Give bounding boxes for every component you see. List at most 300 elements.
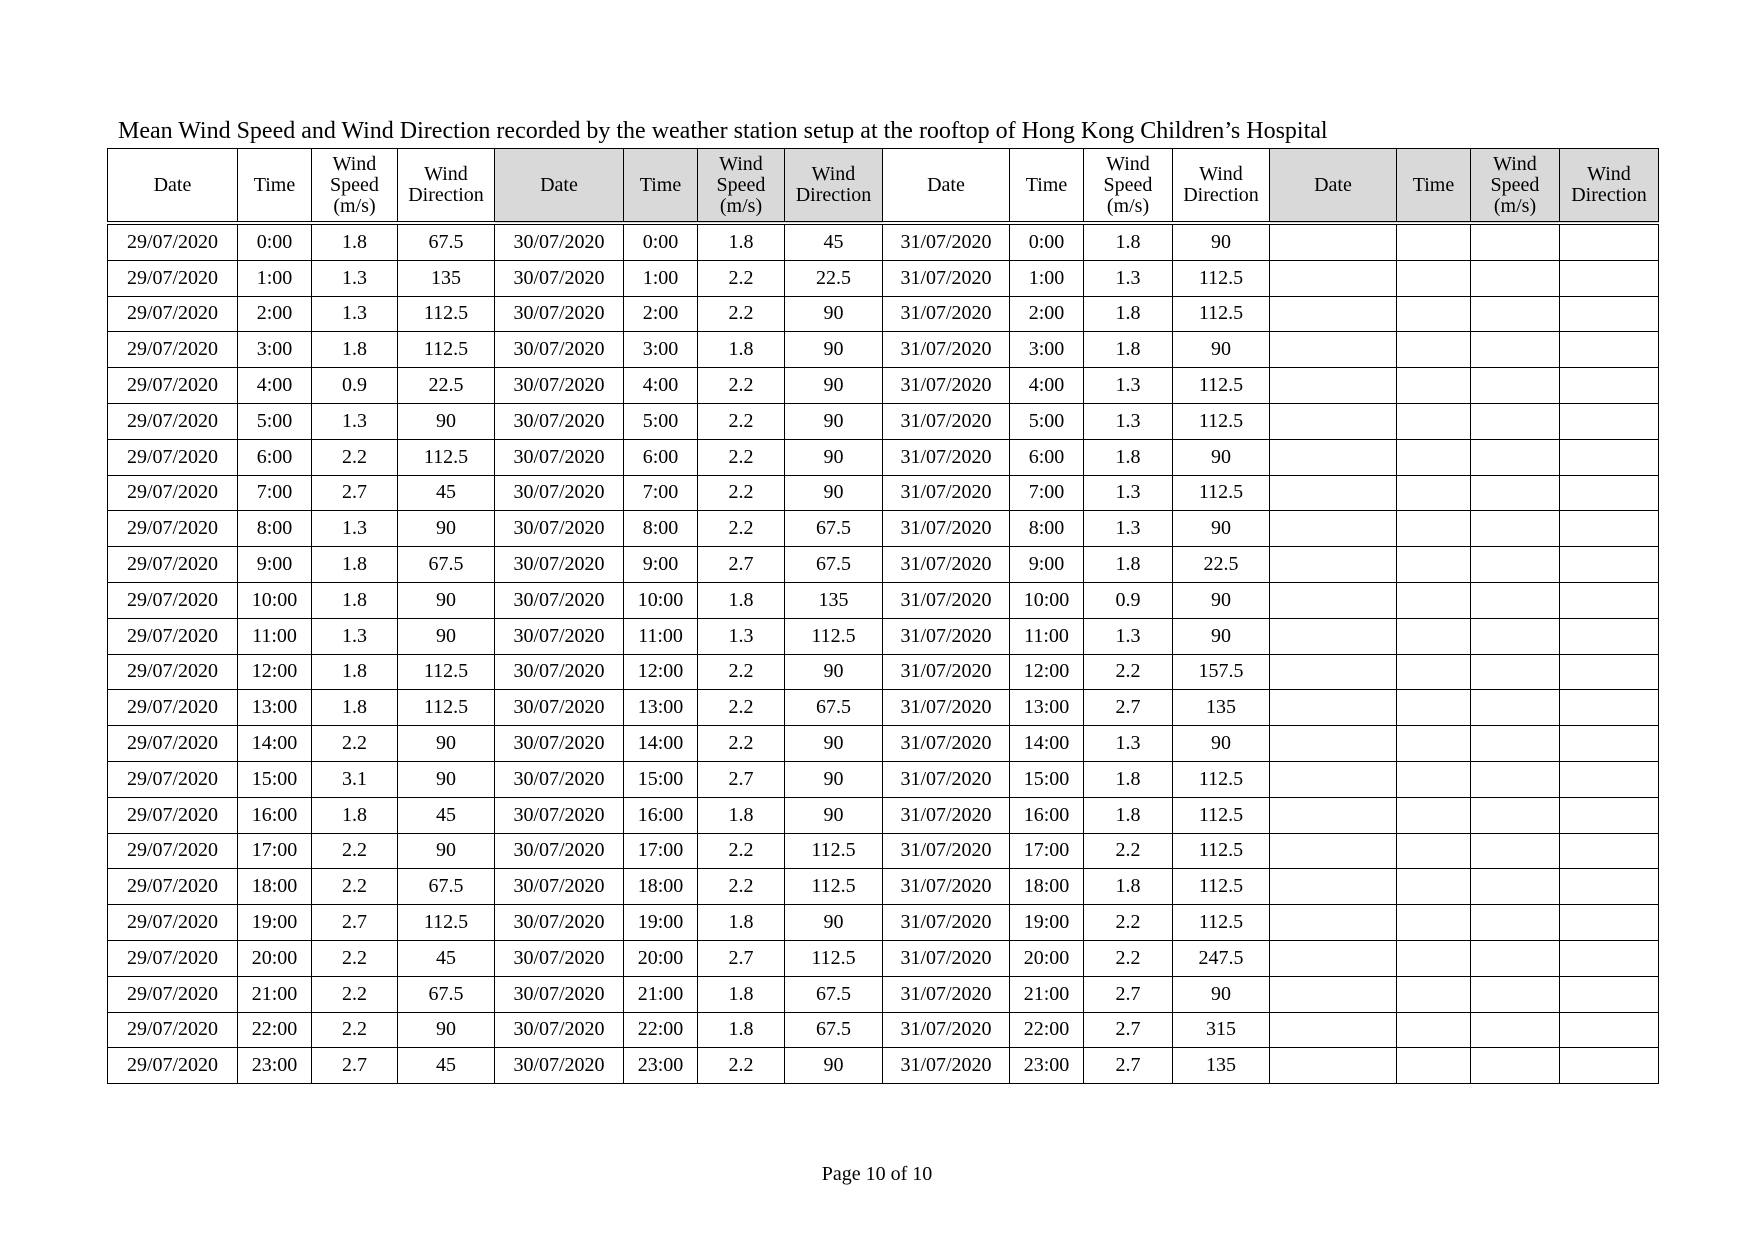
table-cell: 1.8 [698, 332, 785, 368]
table-cell: 4:00 [624, 368, 698, 404]
table-cell: 1.3 [1084, 403, 1173, 439]
empty-cell [1270, 833, 1397, 869]
table-cell: 29/07/2020 [108, 833, 238, 869]
empty-cell [1471, 833, 1560, 869]
table-cell: 90 [1173, 582, 1270, 618]
table-cell: 30/07/2020 [495, 690, 624, 726]
table-cell: 2.2 [698, 260, 785, 296]
empty-cell [1270, 905, 1397, 941]
table-cell: 112.5 [1173, 368, 1270, 404]
table-cell: 2.2 [698, 475, 785, 511]
table-cell: 29/07/2020 [108, 976, 238, 1012]
table-cell: 12:00 [1010, 654, 1084, 690]
table-cell: 30/07/2020 [495, 833, 624, 869]
table-cell: 10:00 [238, 582, 312, 618]
table-cell: 16:00 [624, 797, 698, 833]
wind-data-table [107, 148, 1659, 1084]
empty-cell [1397, 618, 1471, 654]
table-cell: 31/07/2020 [883, 905, 1010, 941]
table-cell: 67.5 [785, 690, 883, 726]
table-cell: 21:00 [1010, 976, 1084, 1012]
table-cell: 90 [1173, 511, 1270, 547]
table-row [108, 403, 1659, 439]
empty-cell [1270, 654, 1397, 690]
empty-cell [1397, 547, 1471, 583]
table-cell: 135 [785, 582, 883, 618]
table-cell: 8:00 [624, 511, 698, 547]
table-cell: 0.9 [312, 368, 398, 404]
empty-cell [1471, 618, 1560, 654]
table-cell: 1.3 [1084, 618, 1173, 654]
table-cell: 2.2 [698, 368, 785, 404]
table-cell: 3:00 [624, 332, 698, 368]
table-cell: 2.2 [312, 439, 398, 475]
table-cell: 31/07/2020 [883, 726, 1010, 762]
empty-cell [1560, 833, 1659, 869]
table-cell: 7:00 [238, 475, 312, 511]
table-cell: 21:00 [238, 976, 312, 1012]
table-cell: 90 [785, 403, 883, 439]
table-cell: 9:00 [624, 547, 698, 583]
table-cell: 1.8 [698, 1012, 785, 1048]
empty-cell [1397, 1048, 1471, 1084]
table-cell: 31/07/2020 [883, 797, 1010, 833]
table-cell: 29/07/2020 [108, 1012, 238, 1048]
table-cell: 10:00 [1010, 582, 1084, 618]
table-cell: 29/07/2020 [108, 439, 238, 475]
table-cell: 112.5 [1173, 260, 1270, 296]
table-row [108, 368, 1659, 404]
table-cell: 9:00 [1010, 547, 1084, 583]
table-cell: 3.1 [312, 761, 398, 797]
empty-cell [1560, 761, 1659, 797]
table-cell: 6:00 [1010, 439, 1084, 475]
table-cell: 112.5 [1173, 475, 1270, 511]
table-cell: 1.8 [312, 797, 398, 833]
table-cell: 1.3 [312, 403, 398, 439]
table-cell: 29/07/2020 [108, 223, 238, 260]
table-cell: 30/07/2020 [495, 547, 624, 583]
table-cell: 30/07/2020 [495, 654, 624, 690]
table-cell: 0.9 [1084, 582, 1173, 618]
empty-cell [1270, 1012, 1397, 1048]
table-cell: 112.5 [785, 869, 883, 905]
table-cell: 1.3 [312, 618, 398, 654]
table-cell: 2.2 [1084, 833, 1173, 869]
table-row [108, 296, 1659, 332]
table-cell: 29/07/2020 [108, 690, 238, 726]
date-header: Date [495, 149, 624, 224]
table-cell: 17:00 [238, 833, 312, 869]
table-cell: 0:00 [1010, 223, 1084, 260]
table-cell: 30/07/2020 [495, 940, 624, 976]
empty-cell [1560, 869, 1659, 905]
empty-cell [1560, 726, 1659, 762]
table-cell: 1.8 [698, 905, 785, 941]
empty-cell [1397, 403, 1471, 439]
table-cell: 20:00 [624, 940, 698, 976]
table-cell: 18:00 [624, 869, 698, 905]
table-cell: 90 [785, 654, 883, 690]
table-cell: 30/07/2020 [495, 905, 624, 941]
table-cell: 2.2 [312, 1012, 398, 1048]
empty-cell [1397, 976, 1471, 1012]
table-cell: 1.8 [1084, 439, 1173, 475]
empty-cell [1471, 260, 1560, 296]
table-cell: 29/07/2020 [108, 296, 238, 332]
empty-cell [1471, 797, 1560, 833]
empty-cell [1270, 475, 1397, 511]
table-cell: 14:00 [238, 726, 312, 762]
table-cell: 30/07/2020 [495, 511, 624, 547]
wind-direction-header: Wind Direction [1560, 149, 1659, 224]
table-row [108, 511, 1659, 547]
table-cell: 31/07/2020 [883, 260, 1010, 296]
table-cell: 90 [1173, 726, 1270, 762]
empty-cell [1270, 296, 1397, 332]
table-cell: 5:00 [1010, 403, 1084, 439]
table-cell: 1.8 [1084, 223, 1173, 260]
table-cell: 135 [1173, 1048, 1270, 1084]
empty-cell [1560, 511, 1659, 547]
empty-cell [1560, 690, 1659, 726]
table-cell: 157.5 [1173, 654, 1270, 690]
wind-direction-header: Wind Direction [785, 149, 883, 224]
empty-cell [1270, 260, 1397, 296]
empty-cell [1471, 439, 1560, 475]
empty-cell [1270, 511, 1397, 547]
empty-cell [1397, 654, 1471, 690]
empty-cell [1397, 511, 1471, 547]
table-cell: 45 [785, 223, 883, 260]
table-cell: 90 [785, 368, 883, 404]
table-cell: 2.2 [698, 439, 785, 475]
table-cell: 22.5 [1173, 547, 1270, 583]
empty-cell [1397, 797, 1471, 833]
empty-cell [1471, 475, 1560, 511]
table-cell: 0:00 [624, 223, 698, 260]
table-cell: 31/07/2020 [883, 940, 1010, 976]
table-cell: 4:00 [238, 368, 312, 404]
table-cell: 90 [1173, 439, 1270, 475]
empty-cell [1471, 223, 1560, 260]
table-cell: 29/07/2020 [108, 403, 238, 439]
table-cell: 23:00 [624, 1048, 698, 1084]
empty-cell [1397, 905, 1471, 941]
table-cell: 12:00 [624, 654, 698, 690]
table-cell: 2.2 [698, 511, 785, 547]
table-cell: 20:00 [1010, 940, 1084, 976]
table-cell: 30/07/2020 [495, 976, 624, 1012]
table-cell: 90 [785, 726, 883, 762]
table-cell: 2.7 [1084, 1048, 1173, 1084]
table-cell: 21:00 [624, 976, 698, 1012]
table-cell: 31/07/2020 [883, 1048, 1010, 1084]
table-cell: 31/07/2020 [883, 618, 1010, 654]
empty-cell [1471, 582, 1560, 618]
table-cell: 67.5 [785, 1012, 883, 1048]
empty-cell [1270, 582, 1397, 618]
table-cell: 23:00 [238, 1048, 312, 1084]
empty-cell [1471, 976, 1560, 1012]
table-row [108, 475, 1659, 511]
table-cell: 2.2 [312, 976, 398, 1012]
table-cell: 1.8 [698, 976, 785, 1012]
table-cell: 2.2 [312, 726, 398, 762]
wind-direction-header: Wind Direction [398, 149, 495, 224]
table-cell: 23:00 [1010, 1048, 1084, 1084]
table-cell: 2.2 [698, 654, 785, 690]
table-cell: 2.7 [1084, 690, 1173, 726]
table-cell: 17:00 [624, 833, 698, 869]
table-row [108, 976, 1659, 1012]
empty-cell [1270, 869, 1397, 905]
table-cell: 31/07/2020 [883, 475, 1010, 511]
empty-cell [1471, 547, 1560, 583]
table-cell: 13:00 [238, 690, 312, 726]
table-cell: 15:00 [1010, 761, 1084, 797]
table-cell: 7:00 [624, 475, 698, 511]
wind-direction-header: Wind Direction [1173, 149, 1270, 224]
table-row [108, 439, 1659, 475]
empty-cell [1270, 761, 1397, 797]
empty-cell [1270, 940, 1397, 976]
table-cell: 112.5 [785, 618, 883, 654]
wind-speed-header: Wind Speed (m/s) [698, 149, 785, 224]
table-cell: 11:00 [624, 618, 698, 654]
table-cell: 10:00 [624, 582, 698, 618]
table-cell: 29/07/2020 [108, 654, 238, 690]
empty-cell [1270, 547, 1397, 583]
empty-cell [1397, 368, 1471, 404]
table-cell: 30/07/2020 [495, 1012, 624, 1048]
table-cell: 1.3 [1084, 475, 1173, 511]
empty-cell [1397, 475, 1471, 511]
empty-cell [1270, 368, 1397, 404]
table-cell: 31/07/2020 [883, 690, 1010, 726]
table-cell: 2.2 [698, 726, 785, 762]
table-cell: 8:00 [238, 511, 312, 547]
table-cell: 22.5 [398, 368, 495, 404]
time-header: Time [624, 149, 698, 224]
table-cell: 30/07/2020 [495, 869, 624, 905]
time-header: Time [1010, 149, 1084, 224]
table-cell: 3:00 [238, 332, 312, 368]
empty-cell [1471, 511, 1560, 547]
table-cell: 31/07/2020 [883, 869, 1010, 905]
table-cell: 31/07/2020 [883, 511, 1010, 547]
table-row [108, 690, 1659, 726]
empty-cell [1560, 368, 1659, 404]
table-cell: 30/07/2020 [495, 582, 624, 618]
table-cell: 1.8 [1084, 869, 1173, 905]
table-cell: 30/07/2020 [495, 368, 624, 404]
table-cell: 2.2 [698, 1048, 785, 1084]
page-number: Page 10 of 10 [821, 1163, 933, 1185]
table-cell: 29/07/2020 [108, 797, 238, 833]
table-cell: 31/07/2020 [883, 332, 1010, 368]
table-cell: 2.7 [312, 475, 398, 511]
table-cell: 1.8 [312, 690, 398, 726]
empty-cell [1560, 797, 1659, 833]
table-cell: 90 [785, 1048, 883, 1084]
table-cell: 31/07/2020 [883, 368, 1010, 404]
table-cell: 30/07/2020 [495, 439, 624, 475]
table-cell: 13:00 [624, 690, 698, 726]
empty-cell [1560, 223, 1659, 260]
empty-cell [1560, 905, 1659, 941]
table-cell: 15:00 [624, 761, 698, 797]
table-cell: 1.3 [1084, 511, 1173, 547]
table-cell: 31/07/2020 [883, 223, 1010, 260]
table-cell: 20:00 [238, 940, 312, 976]
empty-cell [1471, 654, 1560, 690]
table-cell: 30/07/2020 [495, 332, 624, 368]
table-row [108, 940, 1659, 976]
table-cell: 30/07/2020 [495, 1048, 624, 1084]
table-cell: 16:00 [1010, 797, 1084, 833]
table-cell: 90 [398, 726, 495, 762]
table-cell: 4:00 [1010, 368, 1084, 404]
table-cell: 1.8 [1084, 797, 1173, 833]
table-cell: 31/07/2020 [883, 582, 1010, 618]
table-cell: 90 [398, 582, 495, 618]
table-cell: 29/07/2020 [108, 582, 238, 618]
date-header: Date [108, 149, 238, 224]
table-cell: 29/07/2020 [108, 940, 238, 976]
empty-cell [1471, 940, 1560, 976]
table-cell: 30/07/2020 [495, 618, 624, 654]
table-row [108, 1048, 1659, 1084]
table-cell: 18:00 [1010, 869, 1084, 905]
table-cell: 90 [1173, 332, 1270, 368]
empty-cell [1397, 223, 1471, 260]
table-cell: 2.2 [698, 403, 785, 439]
empty-cell [1270, 976, 1397, 1012]
table-cell: 2.2 [1084, 940, 1173, 976]
table-row [108, 797, 1659, 833]
table-cell: 31/07/2020 [883, 296, 1010, 332]
table-cell: 1:00 [1010, 260, 1084, 296]
table-cell: 1.8 [698, 223, 785, 260]
table-cell: 30/07/2020 [495, 223, 624, 260]
table-cell: 1.8 [698, 582, 785, 618]
table-cell: 31/07/2020 [883, 833, 1010, 869]
table-cell: 135 [398, 260, 495, 296]
empty-cell [1471, 296, 1560, 332]
date-header: Date [883, 149, 1010, 224]
table-cell: 1.3 [698, 618, 785, 654]
table-cell: 31/07/2020 [883, 403, 1010, 439]
table-cell: 29/07/2020 [108, 475, 238, 511]
table-cell: 112.5 [785, 940, 883, 976]
table-cell: 30/07/2020 [495, 260, 624, 296]
table-cell: 90 [785, 761, 883, 797]
table-cell: 2:00 [238, 296, 312, 332]
table-cell: 11:00 [1010, 618, 1084, 654]
table-cell: 19:00 [1010, 905, 1084, 941]
empty-cell [1471, 1012, 1560, 1048]
table-cell: 2:00 [624, 296, 698, 332]
table-cell: 2.2 [1084, 905, 1173, 941]
empty-cell [1270, 223, 1397, 260]
table-cell: 2.7 [312, 905, 398, 941]
table-cell: 45 [398, 940, 495, 976]
empty-cell [1270, 797, 1397, 833]
table-cell: 135 [1173, 690, 1270, 726]
table-cell: 67.5 [398, 976, 495, 1012]
table-cell: 90 [785, 296, 883, 332]
table-cell: 19:00 [624, 905, 698, 941]
empty-cell [1471, 332, 1560, 368]
table-cell: 112.5 [785, 833, 883, 869]
table-cell: 29/07/2020 [108, 761, 238, 797]
table-cell: 30/07/2020 [495, 726, 624, 762]
empty-cell [1270, 618, 1397, 654]
table-cell: 67.5 [398, 223, 495, 260]
table-cell: 112.5 [1173, 833, 1270, 869]
table-cell: 90 [1173, 976, 1270, 1012]
empty-cell [1471, 1048, 1560, 1084]
empty-cell [1560, 976, 1659, 1012]
table-cell: 11:00 [238, 618, 312, 654]
table-cell: 45 [398, 797, 495, 833]
table-cell: 2:00 [1010, 296, 1084, 332]
table-cell: 31/07/2020 [883, 976, 1010, 1012]
empty-cell [1560, 547, 1659, 583]
empty-cell [1397, 582, 1471, 618]
table-cell: 31/07/2020 [883, 1012, 1010, 1048]
table-cell: 31/07/2020 [883, 654, 1010, 690]
header-row [108, 149, 1659, 224]
table-row [108, 726, 1659, 762]
table-cell: 29/07/2020 [108, 368, 238, 404]
table-cell: 17:00 [1010, 833, 1084, 869]
table-cell: 2.7 [698, 761, 785, 797]
table-cell: 1.8 [312, 547, 398, 583]
table-cell: 112.5 [1173, 797, 1270, 833]
empty-cell [1560, 332, 1659, 368]
table-cell: 90 [398, 403, 495, 439]
table-cell: 8:00 [1010, 511, 1084, 547]
empty-cell [1397, 726, 1471, 762]
table-row [108, 654, 1659, 690]
table-row [108, 618, 1659, 654]
table-cell: 0:00 [238, 223, 312, 260]
table-cell: 1.8 [312, 332, 398, 368]
table-row [108, 1012, 1659, 1048]
table-cell: 315 [1173, 1012, 1270, 1048]
table-cell: 2.2 [312, 869, 398, 905]
table-cell: 112.5 [398, 439, 495, 475]
table-cell: 31/07/2020 [883, 439, 1010, 475]
table-cell: 112.5 [1173, 905, 1270, 941]
empty-cell [1471, 869, 1560, 905]
table-cell: 90 [398, 761, 495, 797]
table-cell: 2.2 [698, 833, 785, 869]
table-cell: 2.2 [312, 940, 398, 976]
table-cell: 67.5 [398, 547, 495, 583]
table-cell: 112.5 [1173, 761, 1270, 797]
table-cell: 30/07/2020 [495, 761, 624, 797]
table-cell: 5:00 [624, 403, 698, 439]
table-cell: 30/07/2020 [495, 475, 624, 511]
table-cell: 90 [785, 797, 883, 833]
table-cell: 1.3 [312, 260, 398, 296]
table-cell: 112.5 [1173, 296, 1270, 332]
empty-cell [1560, 940, 1659, 976]
empty-cell [1397, 296, 1471, 332]
